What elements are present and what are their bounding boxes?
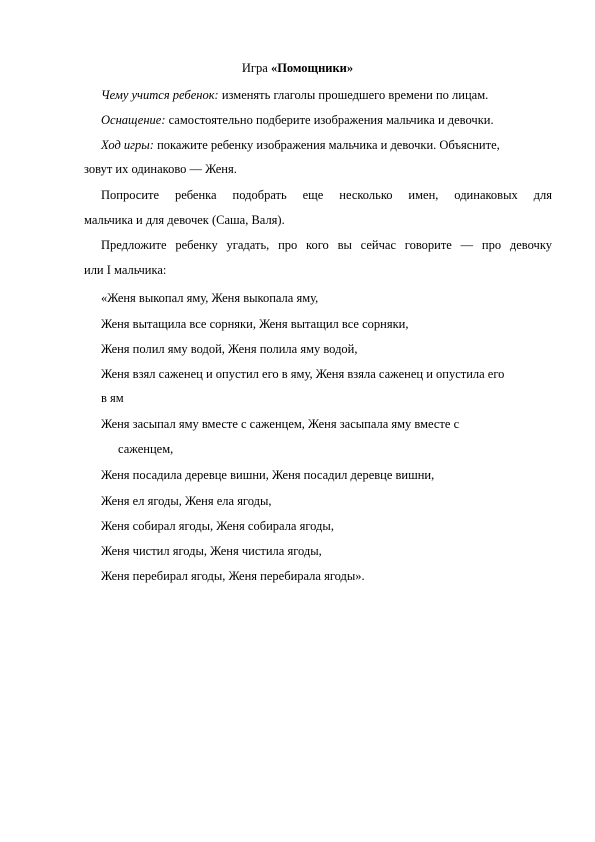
procedure-paragraph-line2: зовут их одинаково — Женя.: [84, 162, 237, 176]
verse-line: Женя полил яму водой, Женя полила яму водой,: [101, 342, 358, 356]
verse-line: Женя чистил ягоды, Женя чистила ягоды,: [101, 544, 322, 558]
equipment-text: самостоятельно подберите изображения мальчика и девочки.: [165, 113, 494, 127]
verse-line: саженцем,: [118, 442, 174, 456]
procedure-paragraph-line1: [101, 137, 500, 153]
names-paragraph-line2: мальчика и для девочек (Саша, Валя).: [84, 213, 285, 227]
verse-line: Женя вытащила все сорняки, Женя вытащил все сорняки,: [101, 317, 409, 331]
verse-line: в ям: [101, 391, 124, 405]
skill-paragraph: [101, 87, 488, 103]
verse-line: Женя засыпал яму вместе с саженцем, Женя засыпала яму вместе с: [101, 417, 460, 431]
skill-text: изменять глаголы прошедшего времени по лицам.: [218, 88, 489, 102]
guess-paragraph-line1: Предложите ребенку угадать, про кого вы сейчас говорите — про девочку: [101, 238, 552, 252]
verse-line: Женя ел ягоды, Женя ела ягоды,: [101, 494, 272, 508]
skill-label: Чему учится ребенок:: [101, 88, 219, 102]
verse-line: «Женя выкопал яму, Женя выкопала яму,: [101, 291, 319, 305]
guess-paragraph-line2: или I мальчика:: [84, 263, 167, 277]
verse-line: Женя взял саженец и опустил его в яму, Женя взяла саженец и опустила его: [101, 367, 505, 381]
verse-line: Женя собирал ягоды, Женя собирала ягоды,: [101, 519, 334, 533]
procedure-text-line1: покажите ребенку изображения мальчика и девочки. Объясните,: [153, 138, 500, 152]
names-paragraph-line1: Попросите ребенка подобрать еще несколько имен, одинаковых для: [101, 188, 552, 202]
procedure-label: Ход игры:: [101, 138, 154, 152]
verse-line: Женя перебирал ягоды, Женя перебирала ягоды».: [101, 569, 365, 583]
title-prefix: Игра: [241, 61, 271, 75]
verse-line: Женя посадила деревце вишни, Женя посадил деревце вишни,: [101, 468, 435, 482]
equipment-label: Оснащение:: [101, 113, 166, 127]
game-title: [0, 60, 595, 76]
equipment-paragraph: [101, 112, 494, 128]
title-name: «Помощники»: [270, 61, 354, 75]
